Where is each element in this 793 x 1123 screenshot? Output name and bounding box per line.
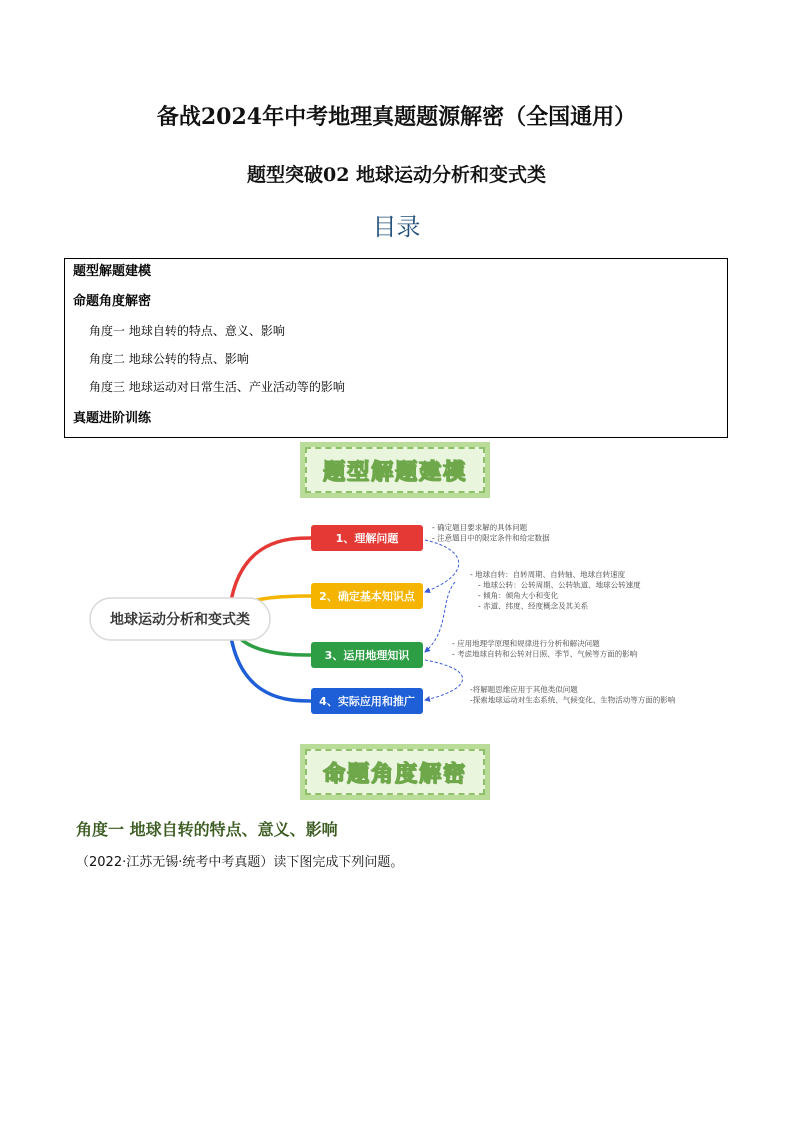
mindmap-connector-arrow (425, 582, 455, 652)
question-text: （2022·江苏无锡·统考中考真题）读下图完成下列问题。 (76, 855, 404, 870)
mindmap-step-note: - 地球自转：自转周期、自转轴、地球自转速度 (470, 570, 626, 579)
toc-heading: 目录 (372, 213, 421, 241)
toc-item-angles[interactable]: 命题角度解密 (73, 294, 152, 309)
mindmap-step-label: 1、理解问题 (335, 532, 399, 545)
mindmap-step-label: 4、实际应用和推广 (319, 695, 415, 708)
document-title: 备战2024年中考地理真题题源解密（全国通用） (156, 104, 637, 130)
mindmap-step-note: - 注意题目中的限定条件和给定数据 (432, 533, 550, 543)
mindmap-step-note: - 赤道、纬度、经度概念及其关系 (478, 601, 589, 611)
mindmap-step-note: - 倾角：倾角大小和变化 (478, 591, 559, 600)
mindmap-step-label: 3、运用地理知识 (324, 649, 410, 662)
section-title: 角度一 地球自转的特点、意义、影响 (76, 820, 338, 839)
mindmap-center-label: 地球运动分析和变式类 (110, 612, 250, 628)
banner-modeling-text: 题型解题建模 (322, 459, 467, 485)
mindmap-step-note: -探索地球运动对生态系统、气候变化、生物活动等方面的影响 (470, 695, 676, 705)
toc-item-training[interactable]: 真题进阶训练 (73, 411, 152, 426)
document-subtitle: 题型突破02 地球运动分析和变式类 (246, 164, 547, 186)
toc-item-angle-3[interactable]: 角度三 地球运动对日常生活、产业活动等的影响 (89, 380, 345, 394)
toc-item-angle-1[interactable]: 角度一 地球自转的特点、意义、影响 (89, 324, 285, 338)
mindmap-step-note: - 地球公转：公转周期、公转轨道、地球公转速度 (478, 580, 641, 590)
mindmap-connector-arrow (425, 660, 463, 700)
mindmap-step-note: - 确定题目要求解的具体问题 (432, 523, 528, 532)
toc-item-angle-2[interactable]: 角度二 地球公转的特点、影响 (89, 352, 249, 366)
toc-item-modeling[interactable]: 题型解题建模 (73, 264, 152, 279)
banner-angles (300, 744, 490, 800)
mindmap-step-note: - 考虑地球自转和公转对日照、季节、气候等方面的影响 (452, 649, 638, 659)
mindmap-step-note: -将解题思维应用于其他类似问题 (470, 685, 578, 694)
mindmap-step-note: - 应用地理学原理和规律进行分析和解决问题 (452, 639, 600, 648)
banner-angles-text: 命题角度解密 (322, 761, 467, 787)
mindmap-step-label: 2、确定基本知识点 (319, 590, 415, 603)
